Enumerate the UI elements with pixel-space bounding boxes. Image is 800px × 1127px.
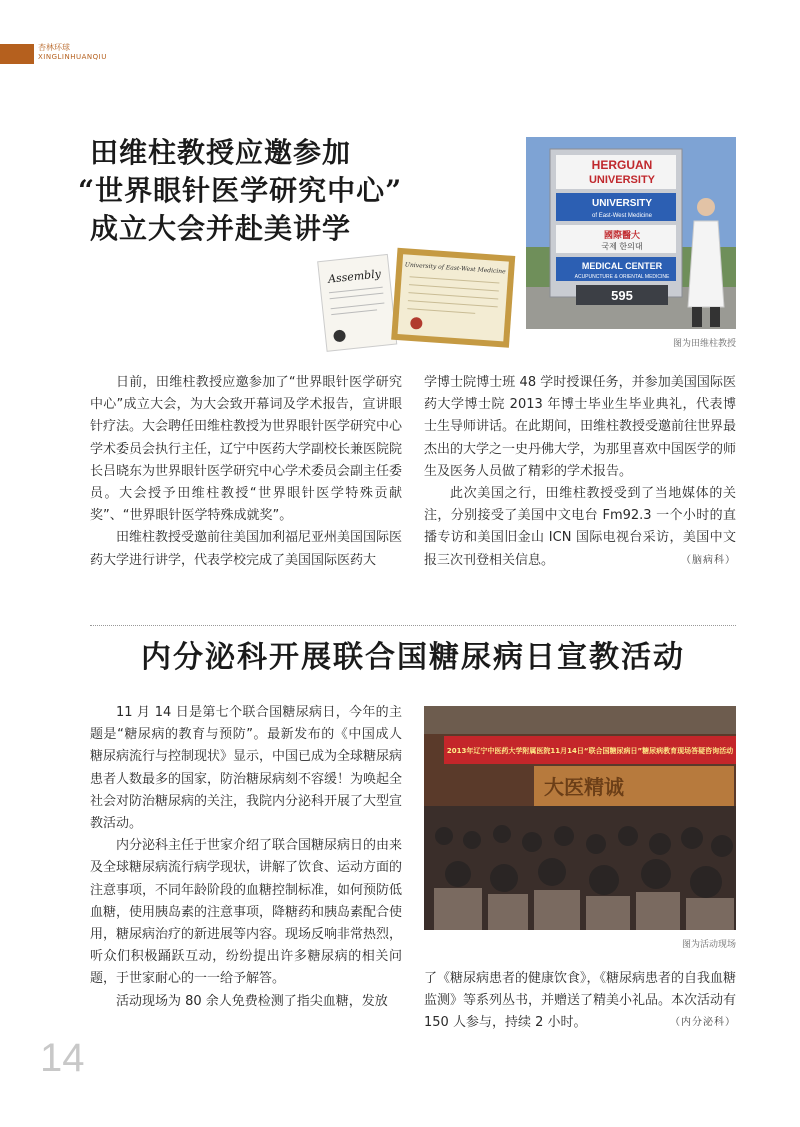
paragraph: 田维柱教授受邀前往美国加利福尼亚州美国国际医药大学进行讲学，代表学校完成了美国国际医药大	[90, 530, 403, 568]
sign-university: UNIVERSITY	[588, 174, 656, 186]
paragraph: 学博士院博士班 48 学时授课任务，并参加美国国际医药大学博士院 2013 年博士毕业生毕业典礼，代表博士生导师讲话。在此期间，田维柱教授受邀前往世界最杰出的大学之一史丹佛大学，为那里喜欢中国医学的师生及医务人员做了精彩的学术报告。	[424, 375, 737, 479]
certificates-image	[306, 246, 518, 356]
article1-title-line: “世界眼针医学研究中心”	[78, 174, 403, 207]
sign-herguan: HERGUAN	[591, 158, 653, 172]
paragraph: 日前，田维柱教授应邀参加了“世界眼针医学研究中心”成立大会，为大会致开幕词及学术报告，宣讲眼针疗法。大会聘任田维柱教授为世界眼针医学研究中心学术委员会执行主任，辽宁中医药大学副校长兼医院院长吕晓东为世界眼针医学研究中心学术委员会副主任委员。大会授予田维柱教授“世界眼针医学特殊贡献奖”、“世界眼针医学特殊成就奖”。	[90, 375, 403, 524]
article2-left-column	[90, 702, 402, 1013]
photo-caption: 图为田维柱教授	[672, 339, 736, 349]
photo-caption: 图为活动现场	[681, 940, 736, 950]
article1-title-line: 成立大会并赴美讲学	[90, 212, 352, 245]
paragraph: 活动现场为 80 余人免费检测了指尖血糖，发放	[116, 993, 388, 1009]
hospital-plaque: 大医精诚	[544, 775, 624, 799]
paragraph-text: 了《糖尿病患者的健康饮食》，《糖尿病患者的自我血糖监测》等系列丛书，并赠送了精美小礼品。本次活动有 150 人参与，持续 2 小时。	[424, 971, 737, 1031]
sign-acupuncture: ACUPUNCTURE & ORIENTAL MEDICINE	[574, 274, 670, 280]
section-color-bar	[0, 44, 34, 64]
page-number: 14	[40, 1036, 85, 1080]
article-divider	[90, 625, 736, 626]
article1-right-column	[424, 372, 736, 572]
paragraph: 内分泌科主任于世家介绍了联合国糖尿病日的由来及全球糖尿病流行病学现状，讲解了饮食、运动方面的注意事项，不同年龄阶段的血糖控制标准，如何预防低血糖，使用胰岛素的注意事项，降糖药和胰岛素配合使用，糖尿病治疗的新进展等内容。现场反响非常热烈，听众们积极踊跃互动，纷纷提出许多糖尿病的相关问题，于世家耐心的一一给予解答。	[90, 838, 403, 987]
university-certificate	[391, 248, 515, 348]
university-certificate-title: University of East-West Medicine	[404, 261, 506, 276]
article1-left-column	[90, 372, 402, 572]
assembly-certificate	[318, 254, 397, 351]
sign-korean: 국제 한의대	[601, 242, 643, 251]
sign-address-number: 595	[611, 288, 633, 303]
paragraph: 11 月 14 日是第七个联合国糖尿病日，今年的主题是“糖尿病的教育与预防”。最新发布的《中国成人糖尿病流行与控制现状》显示，中国已成为全球糖尿病患者人数最多的国家，防治糖尿病刻不容缓！为唤起全社会对防治糖尿病的关注，我院内分泌科开展了大型宣教活动。	[90, 705, 403, 832]
article2-title: 内分泌科开展联合国糖尿病日宣教活动	[141, 640, 685, 675]
sign-chinese: 國際醫大	[603, 231, 641, 241]
department-signature: （脑病科）	[681, 554, 736, 566]
assembly-title: Assembly	[327, 267, 382, 286]
sign-medical-center: MEDICAL CENTER	[581, 261, 663, 271]
article1-title	[78, 134, 520, 248]
article1-title-line: 田维柱教授应邀参加	[90, 136, 352, 169]
paragraph	[424, 968, 736, 1035]
paragraph-text: 此次美国之行，田维柱教授受到了当地媒体的关注，分别接受了美国中文电台 Fm92.3 一个小时的直播专访和美国旧金山 ICN 国际电视台采访，美国中文报三次刊登相关信息。	[424, 486, 736, 568]
professor-photo	[526, 137, 736, 329]
article2-right-column	[424, 968, 736, 1035]
paragraph	[424, 483, 736, 572]
event-photo	[424, 706, 736, 930]
sign-east-west: of East-West Medicine	[592, 213, 652, 219]
section-label: 杏林环球	[38, 43, 70, 52]
sign-university-2: UNIVERSITY	[591, 198, 653, 209]
department-signature: （内分泌科）	[670, 1017, 736, 1029]
event-banner: 2013年辽宁中医药大学附属医院11月14日“联合国糖尿病日”糖尿病教育现场答疑咨询活动	[446, 747, 734, 755]
section-label-pinyin: XINGLINHUANQIU	[38, 53, 107, 61]
